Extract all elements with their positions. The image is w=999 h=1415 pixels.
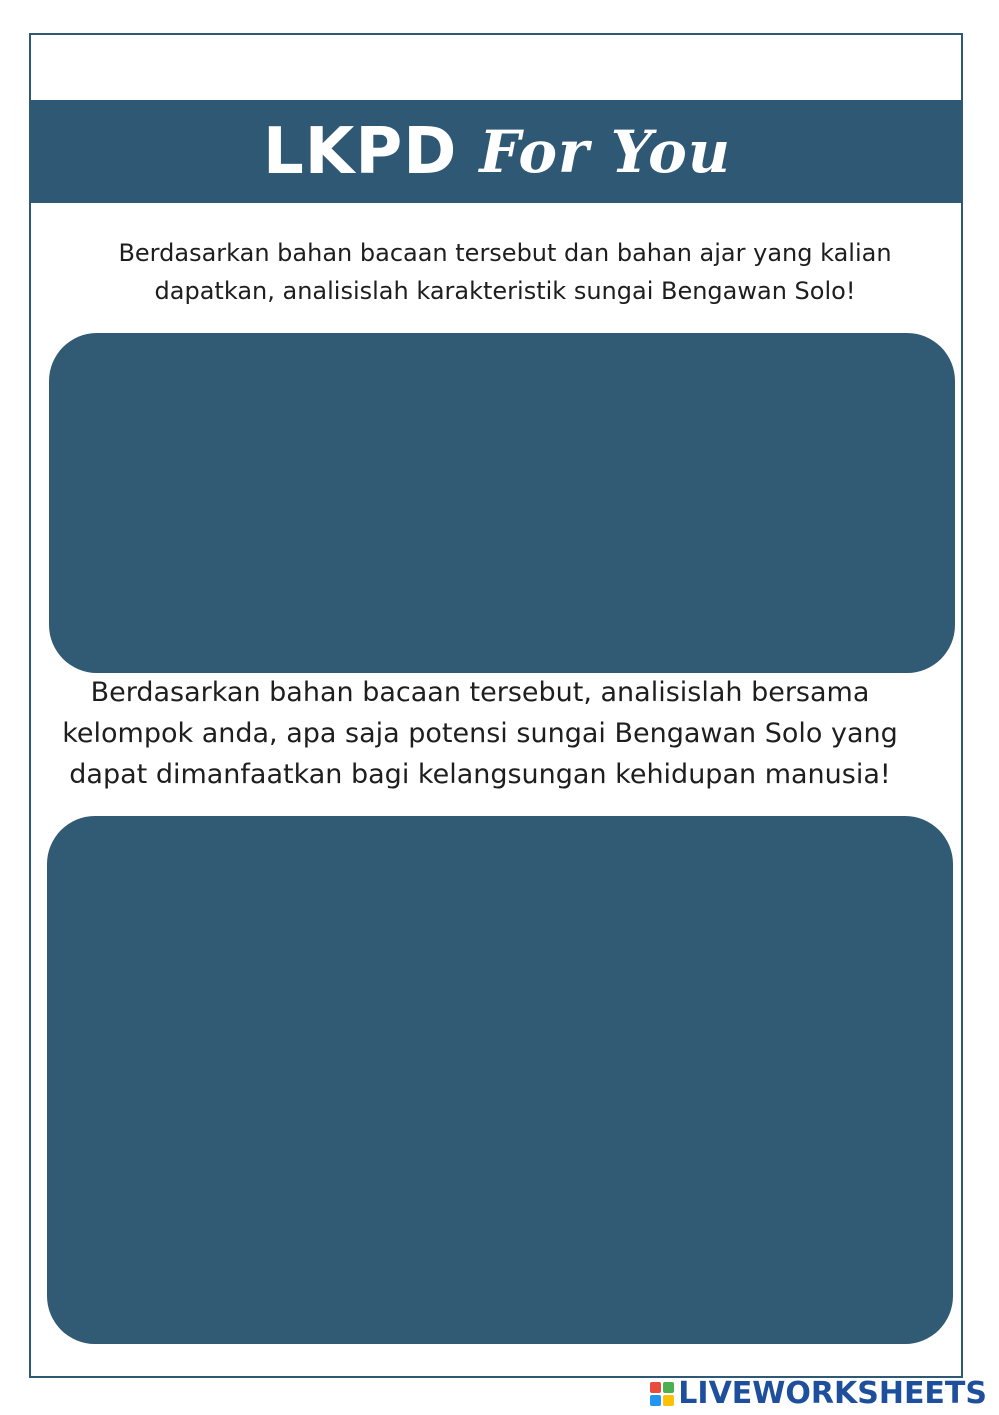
instruction-text-2 <box>40 672 920 795</box>
liveworksheets-brand <box>650 1376 987 1411</box>
liveworksheets-logo-icon <box>650 1382 674 1406</box>
answer-box-1[interactable] <box>49 333 955 673</box>
instruction-2-line-1: Berdasarkan bahan bacaan tersebut, analisislah bersama <box>90 677 870 708</box>
page-title: LKPD <box>262 114 458 189</box>
instruction-2-line-2: kelompok anda, apa saja potensi sungai Bengawan Solo yang <box>62 718 898 749</box>
header-banner <box>31 100 963 203</box>
instruction-2-line-3: dapat dimanfaatkan bagi kelangsungan kehidupan manusia! <box>69 759 891 790</box>
instruction-1-line-1: Berdasarkan bahan bacaan tersebut dan bahan ajar yang kalian <box>118 239 892 267</box>
instruction-text-1 <box>80 234 930 310</box>
instruction-1-line-2: dapatkan, analisislah karakteristik sungai Bengawan Solo! <box>154 277 856 305</box>
brand-name: LIVEWORKSHEETS <box>678 1376 987 1411</box>
answer-box-2[interactable] <box>47 816 953 1344</box>
page-title-script: For You <box>479 117 732 186</box>
